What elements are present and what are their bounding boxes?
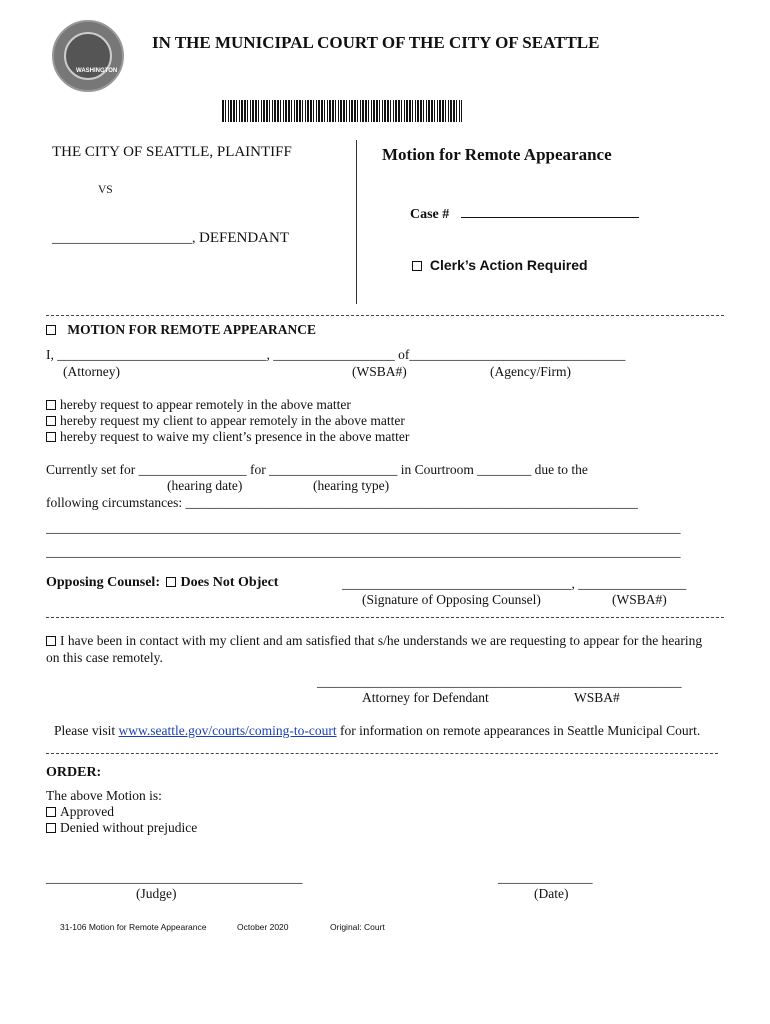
option-checkbox-1[interactable] [46, 400, 56, 410]
hearing-type-label: (hearing type) [313, 478, 390, 493]
does-not-object-label: Does Not Object [180, 575, 279, 590]
footer-original: Original: Court [330, 922, 385, 932]
section-divider [46, 315, 724, 316]
barcode [222, 100, 462, 122]
visit-suffix: for information on remote appearances in Seattle Municipal Court. [339, 723, 701, 738]
attorney-line[interactable]: I, _______________________________, __________________ of________________________________ [46, 347, 626, 362]
option-client-remotely: hereby request my client to appear remotely in the above matter [60, 413, 405, 428]
wsba-label: (WSBA#) [352, 364, 407, 379]
contact-statement: I have been in contact with my client and am satisfied that s/he understands we are requesting to appear for the hearing [60, 633, 703, 648]
case-number-field[interactable] [461, 205, 639, 218]
vs-label: VS [98, 184, 113, 196]
attorney-for-defendant-label: Attorney for Defendant [362, 690, 489, 705]
option-waive-presence: hereby request to waive my client’s presence in the above matter [60, 429, 410, 444]
attorney-signature-line[interactable]: ______________________________________________________ [317, 674, 682, 689]
date-signature-line[interactable]: ______________ [498, 870, 593, 885]
contact-statement-cont: on this case remotely. [46, 650, 163, 665]
seal-text: WASHINGTON [76, 68, 118, 74]
footer-form-id: 31-106 Motion for Remote Appearance [60, 922, 207, 932]
defendant-label: DEFENDANT [199, 230, 289, 246]
footer-date: October 2020 [237, 922, 289, 932]
contact-checkbox[interactable] [46, 636, 56, 646]
agency-label: (Agency/Firm) [490, 364, 571, 379]
attorney-label: (Attorney) [63, 364, 120, 379]
city-seal [52, 20, 124, 92]
motion-heading: MOTION FOR REMOTE APPEARANCE [67, 322, 317, 337]
circumstances-blank-2[interactable]: ______________________________________________________________________________________________ [46, 544, 681, 559]
denied-checkbox[interactable] [46, 823, 56, 833]
plaintiff-label: THE CITY OF SEATTLE, PLAINTIFF [52, 144, 292, 160]
opposing-signature-label: (Signature of Opposing Counsel) [362, 592, 541, 607]
hearing-date-label: (hearing date) [167, 478, 243, 493]
currently-set-line[interactable]: Currently set for ________________ for ___________________ in Courtroom ________ due to the [46, 462, 588, 477]
clerk-action-checkbox[interactable] [412, 261, 422, 271]
judge-signature-line[interactable]: ______________________________________ [46, 870, 303, 885]
court-website-link[interactable]: www.seattle.gov/courts/coming-to-court [118, 723, 337, 738]
order-intro: The above Motion is: [46, 788, 162, 803]
order-heading: ORDER: [46, 765, 102, 780]
does-not-object-checkbox[interactable] [166, 577, 176, 587]
circumstances-blank-1[interactable]: ______________________________________________________________________________________________ [46, 520, 681, 535]
clerk-action-label: Clerk’s Action Required [429, 257, 588, 273]
opposing-wsba-label: (WSBA#) [612, 592, 667, 607]
approved-label: Approved [60, 804, 114, 819]
visit-prefix: Please visit [54, 723, 116, 738]
court-title: IN THE MUNICIPAL COURT OF THE CITY OF SEATTLE [152, 33, 600, 52]
denied-label: Denied without prejudice [60, 820, 198, 835]
date-label: (Date) [534, 886, 569, 901]
motion-checkbox[interactable] [46, 325, 56, 335]
approved-checkbox[interactable] [46, 807, 56, 817]
defendant-blank[interactable]: ____________________, [52, 231, 196, 246]
judge-label: (Judge) [136, 886, 177, 901]
case-number-label: Case # [410, 207, 450, 222]
option-checkbox-3[interactable] [46, 432, 56, 442]
option-checkbox-2[interactable] [46, 416, 56, 426]
section-divider [46, 617, 724, 618]
motion-title: Motion for Remote Appearance [382, 145, 612, 164]
opposing-signature-line[interactable]: __________________________________, ________________ [342, 576, 687, 591]
caption-divider [356, 140, 357, 304]
section-divider [46, 753, 718, 754]
attorney-wsba-label: WSBA# [574, 690, 620, 705]
opposing-counsel-label: Opposing Counsel: [46, 575, 160, 590]
circumstances-line[interactable]: following circumstances: ___________________________________________________________________ [46, 495, 638, 510]
option-appear-remotely: hereby request to appear remotely in the above matter [60, 397, 351, 412]
